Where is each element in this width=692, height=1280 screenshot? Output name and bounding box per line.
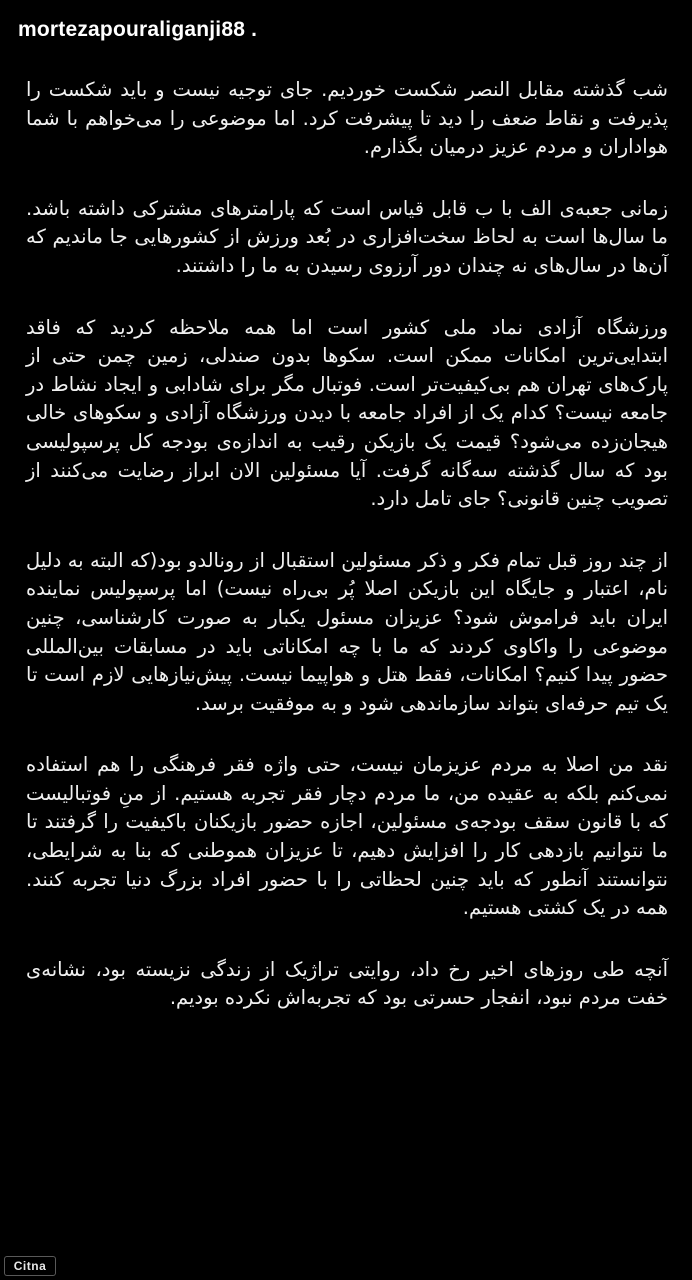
username-link[interactable]: mortezapouraliganji88 (18, 18, 246, 41)
caption-paragraph: شب گذشته مقابل النصر شکست خوردیم. جای توجیه نیست و باید شکست را پذیرفت و نقاط ضعف را دید تا پیشرفت کرد. اما موضوعی را می‌خواهم با شما هواداران و مردم عزیز درمیان بگذارم. (26, 78, 668, 159)
caption-paragraph: ورزشگاه آزادی نماد ملی کشور است اما همه ملاحظه کردید که فاقد ابتدایی‌ترین امکانات ممکن است. سکوها بدون صندلی، زمین چمن حتی از پارک‌های تهران هم بی‌کیفیت‌تر است. فوتبال مگر برای شادابی و ایجاد نشاط در جامعه نیست؟ کدام یک از افراد جامعه با دیدن ورزشگاه آزادی و سکوهای خالی هیجان‌زده می‌شود؟ قیمت یک بازیکن رقیب به اندازه‌ی بودجه کل پرسپولیسی بود که سال گذشته سه‌گانه گرفت. آیا مسئولین الان ابراز رضایت می‌کنند از تصویب چنین قانونی؟ جای تامل دارد. (26, 315, 668, 511)
caption-paragraph: زمانی جعبه‌ی الف با ب قابل قیاس است که پارامترهای مشترکی داشته باشد. ما سال‌ها است به لحاظ سخت‌افزاری در بُعد ورزش از کشورهایی جا ماندیم که آن‌ها در سال‌های نه چندان دور آرزوی رسیدن به ما را داشتند. (26, 196, 668, 277)
caption-paragraph: آنچه طی روزهای اخیر رخ داد، روایتی تراژیک از زندگی نزیسته بود، نشانه‌ی خفت مردم نبود، انفجار حسرتی بود که تجربه‌اش نکرده بودیم. (26, 957, 668, 1010)
username-separator: . (251, 18, 257, 41)
caption-paragraph: از چند روز قبل تمام فکر و ذکر مسئولین استقبال از رونالدو بود(که البته به دلیل نام، اعتبار و جایگاه این بازیکن اصلا پُر بی‌راه نیست) اما پرسپولیس نماینده ایران باید فراموش شود؟ عزیزان مسئول یکبار به صورت کارشناسی، چنین موضوعی را واکاوی کردند که ما با چه امکاناتی باید در مسابقات بین‌المللی حضور پیدا کنیم؟ امکانات، فقط هتل و هواپیما نیست. پیش‌نیازهایی لازم است تا یک تیم حرفه‌ای بتواند سازماندهی شود و به موفقیت برسد. (26, 548, 668, 715)
post-header (18, 12, 257, 48)
caption-paragraph: نقد من اصلا به مردم عزیزمان نیست، حتی واژه فقر فرهنگی را هم استفاده نمی‌کنم بلکه به عقیده من، ما مردم دچار فقر تجربه هستیم. از منِ فوتبالیست که با قانون سقف بودجه‌ی مسئولین، اجازه حضور بازیکنان باکیفیت را گرفتند تا ما نتوانیم بازدهی کار را افزایش دهیم، تا عزیزان هموطنی که بنا به شرایطی، نتوانستند آنطور که باید چنین لحظاتی را با حضور افراد بزرگ دنیا تجربه کنند. همه در یک کشتی هستیم. (26, 753, 668, 920)
post-caption (26, 76, 668, 1046)
citna-watermark-logo: Citna (4, 1256, 56, 1276)
